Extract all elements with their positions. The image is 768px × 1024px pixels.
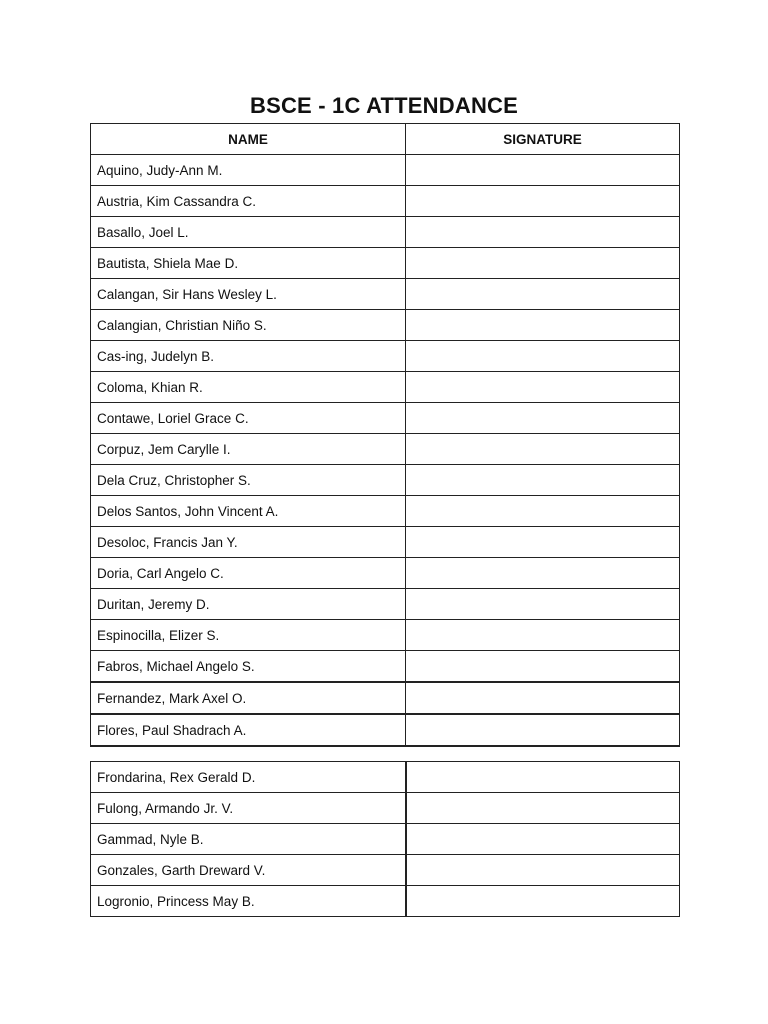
signature-cell[interactable]: [406, 496, 680, 527]
student-name: Doria, Carl Angelo C.: [91, 558, 406, 589]
table-row: [91, 217, 680, 248]
student-name: Gonzales, Garth Dreward V.: [91, 855, 406, 886]
table-row: [91, 155, 680, 186]
student-name: Dela Cruz, Christopher S.: [91, 465, 406, 496]
student-name: Calangian, Christian Niño S.: [91, 310, 406, 341]
student-name: Corpuz, Jem Carylle I.: [91, 434, 406, 465]
table-row: [91, 186, 680, 217]
student-name: Delos Santos, John Vincent A.: [91, 496, 406, 527]
signature-cell[interactable]: [406, 527, 680, 558]
student-name: Bautista, Shiela Mae D.: [91, 248, 406, 279]
signature-cell[interactable]: [406, 714, 680, 746]
student-name: Espinocilla, Elizer S.: [91, 620, 406, 651]
table-row: [91, 434, 680, 465]
table-row: [91, 310, 680, 341]
table-row: [91, 341, 680, 372]
table-row: [91, 620, 680, 651]
signature-cell[interactable]: [406, 403, 680, 434]
student-name: Gammad, Nyle B.: [91, 824, 406, 855]
table-row: [91, 372, 680, 403]
table-row: [91, 248, 680, 279]
student-name: Austria, Kim Cassandra C.: [91, 186, 406, 217]
table-row: [91, 589, 680, 620]
student-name: Fabros, Michael Angelo S.: [91, 651, 406, 683]
table-row: [91, 496, 680, 527]
table-row: [91, 886, 680, 917]
signature-cell[interactable]: [406, 589, 680, 620]
student-name: Coloma, Khian R.: [91, 372, 406, 403]
table-row: [91, 279, 680, 310]
signature-cell[interactable]: [406, 248, 680, 279]
student-name: Fulong, Armando Jr. V.: [91, 793, 406, 824]
signature-cell[interactable]: [406, 651, 680, 683]
name-column-header: NAME: [91, 124, 406, 155]
student-name: Flores, Paul Shadrach A.: [91, 714, 406, 746]
table-row: [91, 714, 680, 746]
table-row: [91, 651, 680, 683]
signature-cell[interactable]: [406, 341, 680, 372]
table-row: [91, 793, 680, 824]
signature-cell[interactable]: [406, 310, 680, 341]
table-row: [91, 527, 680, 558]
signature-cell[interactable]: [406, 682, 680, 714]
student-name: Aquino, Judy-Ann M.: [91, 155, 406, 186]
signature-cell[interactable]: [406, 372, 680, 403]
student-name: Cas-ing, Judelyn B.: [91, 341, 406, 372]
signature-cell[interactable]: [406, 217, 680, 248]
attendance-table: [90, 123, 680, 747]
student-name: Desoloc, Francis Jan Y.: [91, 527, 406, 558]
student-name: Fernandez, Mark Axel O.: [91, 682, 406, 714]
student-name: Basallo, Joel L.: [91, 217, 406, 248]
signature-cell[interactable]: [406, 855, 680, 886]
signature-cell[interactable]: [406, 620, 680, 651]
table-row: [91, 824, 680, 855]
signature-cell[interactable]: [406, 155, 680, 186]
signature-cell[interactable]: [406, 824, 680, 855]
signature-cell[interactable]: [406, 279, 680, 310]
signature-cell[interactable]: [406, 886, 680, 917]
table-row: [91, 403, 680, 434]
signature-cell[interactable]: [406, 186, 680, 217]
signature-cell[interactable]: [406, 762, 680, 793]
table-row: [91, 855, 680, 886]
student-name: Contawe, Loriel Grace C.: [91, 403, 406, 434]
student-name: Duritan, Jeremy D.: [91, 589, 406, 620]
signature-cell[interactable]: [406, 465, 680, 496]
page-title: BSCE - 1C ATTENDANCE: [249, 93, 518, 118]
student-name: Calangan, Sir Hans Wesley L.: [91, 279, 406, 310]
signature-column-header: SIGNATURE: [406, 124, 680, 155]
student-name: Logronio, Princess May B.: [91, 886, 406, 917]
table-row: [91, 465, 680, 496]
student-name: Frondarina, Rex Gerald D.: [91, 762, 406, 793]
attendance-table-continued: [90, 761, 680, 917]
signature-cell[interactable]: [406, 434, 680, 465]
table-row: [91, 682, 680, 714]
header-row: [91, 124, 680, 155]
table-row: [91, 558, 680, 589]
signature-cell[interactable]: [406, 558, 680, 589]
table-row: [91, 762, 680, 793]
signature-cell[interactable]: [406, 793, 680, 824]
